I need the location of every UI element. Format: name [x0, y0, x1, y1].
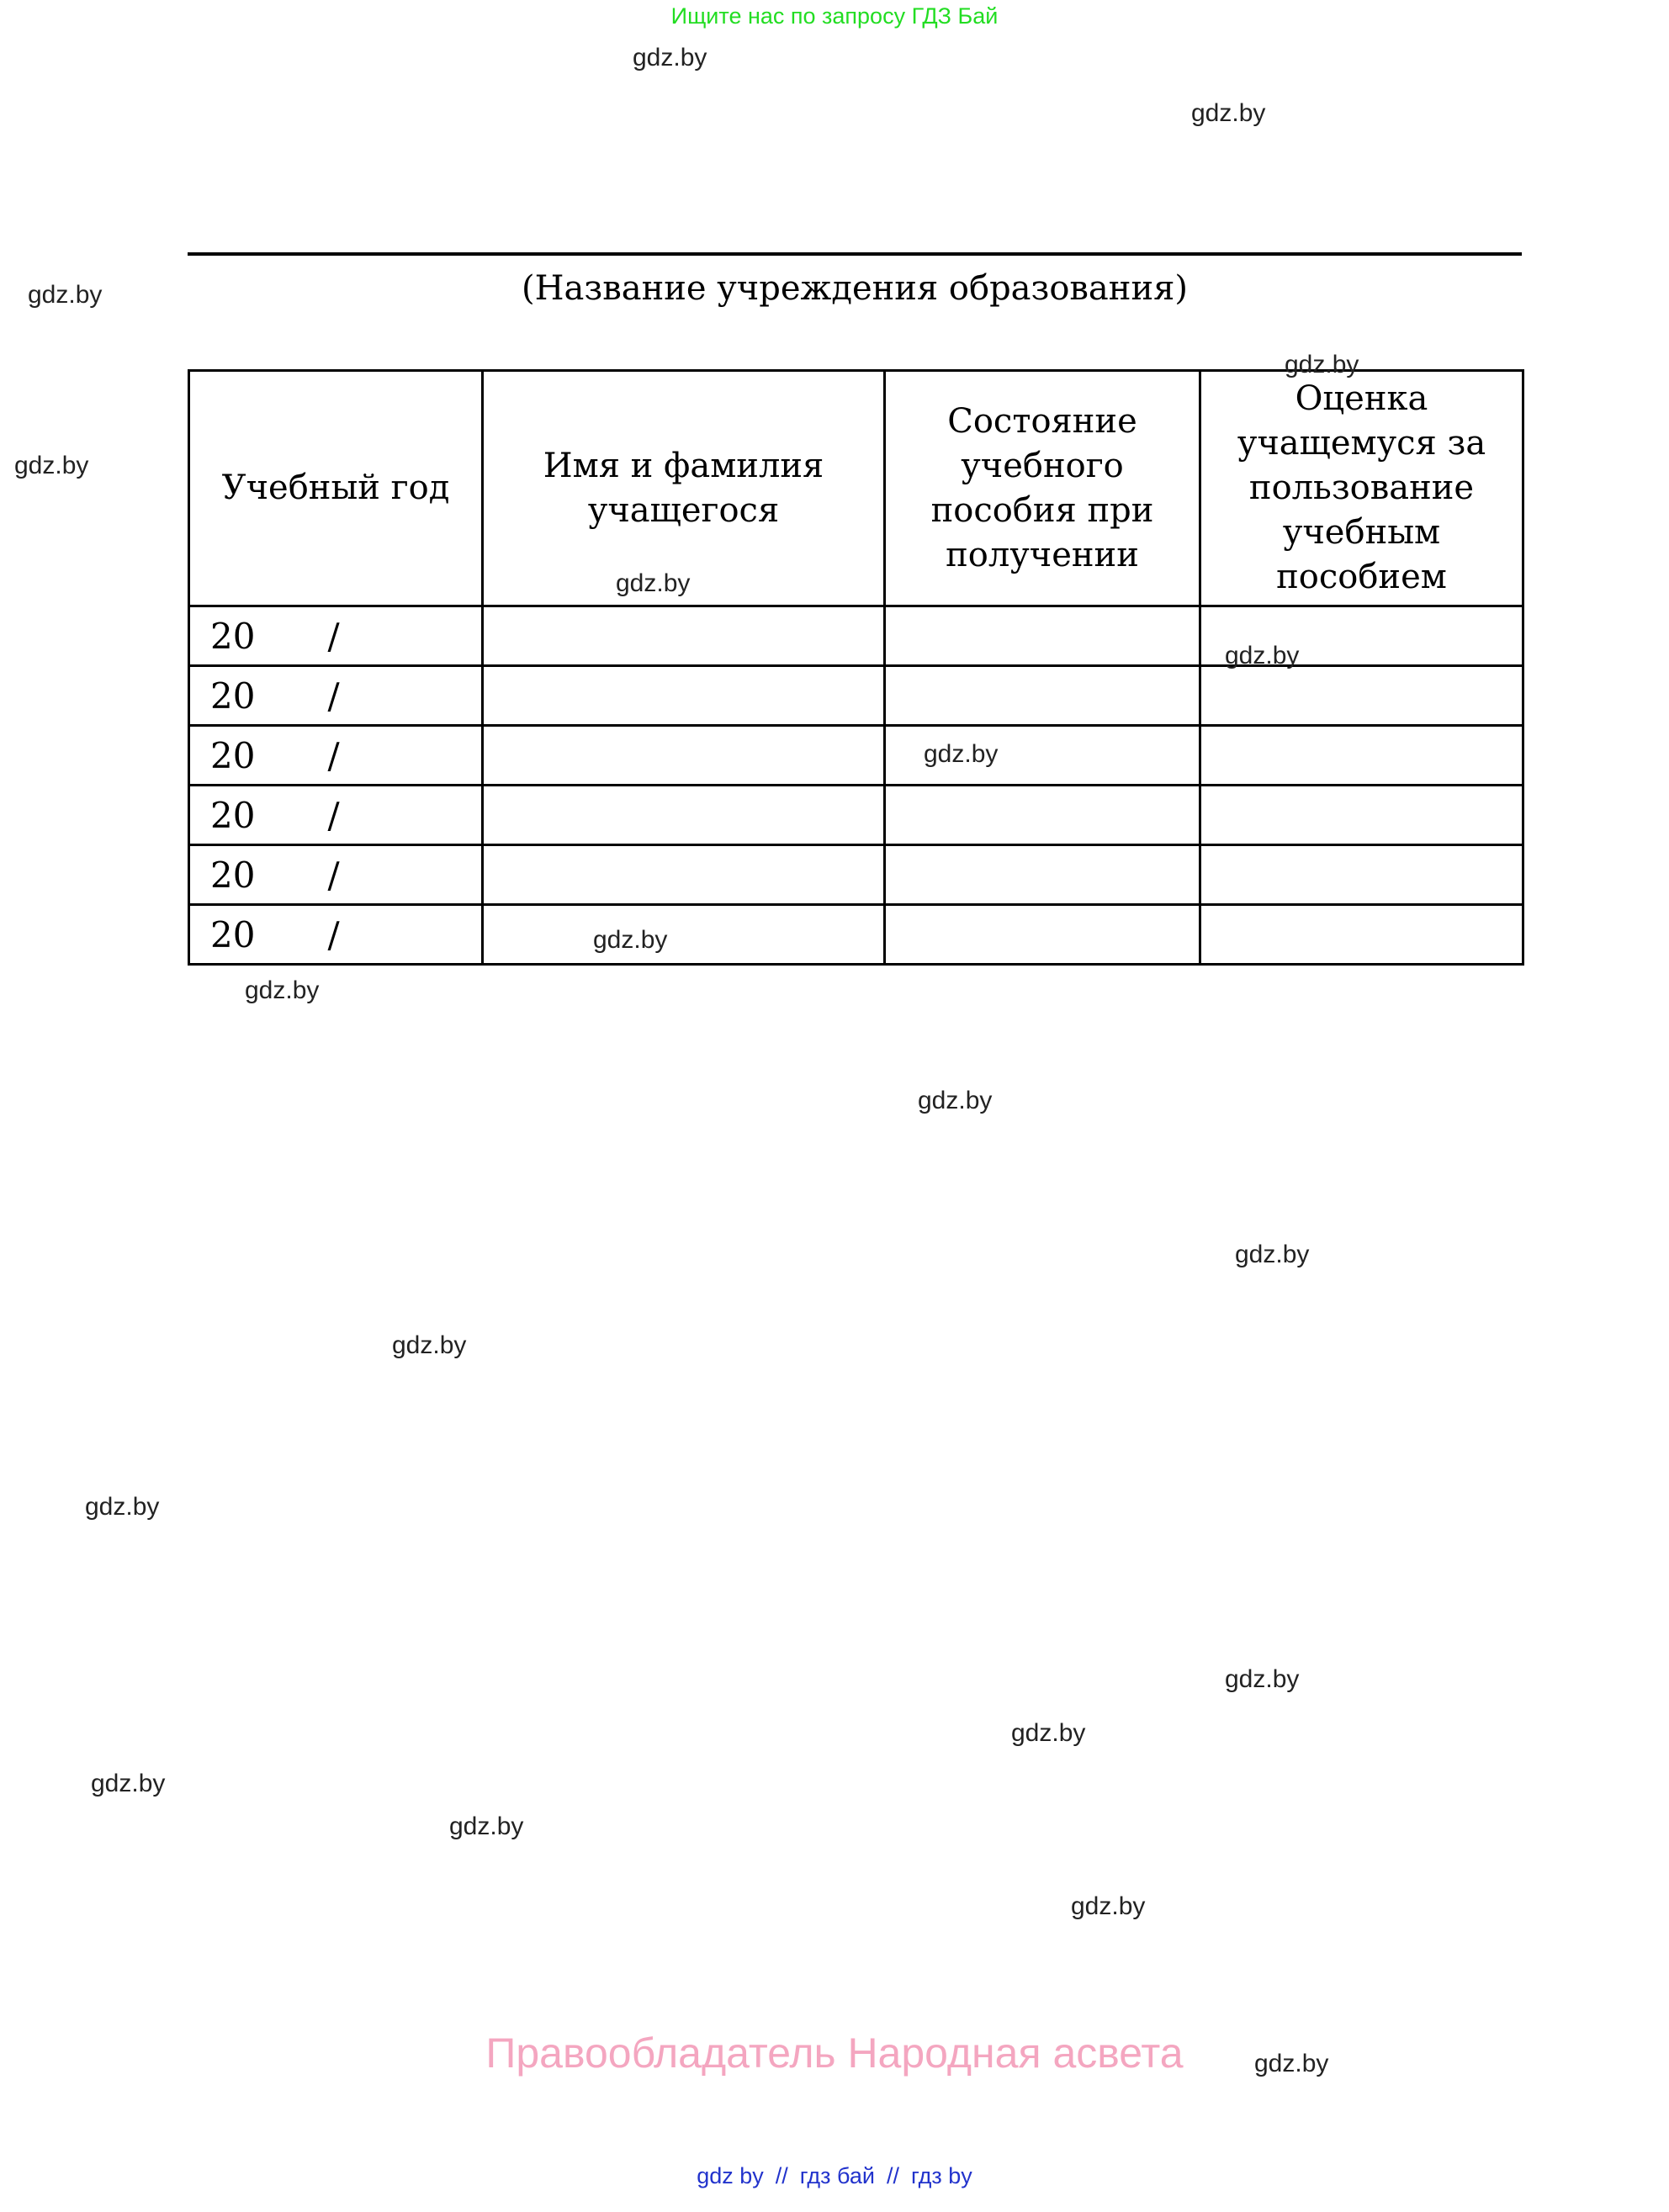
watermark: gdz.by [1011, 1719, 1086, 1747]
year-slash: / [327, 615, 340, 657]
header-condition-text: Состояние учебного пособия при получении [930, 401, 1154, 574]
grade-cell[interactable] [1200, 726, 1523, 786]
footer-link-gdz-by[interactable]: gdz by [697, 2163, 764, 2188]
table-row [189, 666, 1523, 726]
table-row [189, 786, 1523, 845]
table-header-row [189, 371, 1523, 606]
watermark: gdz.by [616, 569, 691, 597]
watermark: gdz.by [245, 976, 320, 1004]
watermark: gdz.by [1285, 351, 1359, 378]
year-prefix: 20 [210, 675, 256, 717]
watermark: gdz.by [1254, 2050, 1329, 2077]
table-row [189, 606, 1523, 666]
year-cell [189, 786, 483, 845]
rights-holder-notice: Правообладатель Народная асвета [485, 2029, 1184, 2077]
grade-cell[interactable] [1200, 845, 1523, 905]
watermark: gdz.by [392, 1331, 467, 1359]
year-prefix: 20 [210, 615, 256, 657]
header-student-name-text: Имя и фамилия учащегося [543, 446, 824, 530]
grade-cell[interactable] [1200, 786, 1523, 845]
footer-separator: // [886, 2163, 899, 2188]
watermark: gdz.by [918, 1087, 993, 1114]
student-name-cell[interactable] [483, 845, 885, 905]
condition-cell[interactable] [885, 905, 1200, 965]
condition-cell[interactable] [885, 666, 1200, 726]
year-prefix: 20 [210, 854, 256, 896]
institution-caption: (Название учреждения образования) [522, 269, 1188, 308]
year-cell [189, 666, 483, 726]
year-slash: / [327, 675, 340, 717]
watermark: gdz.by [28, 281, 103, 309]
watermark: gdz.by [593, 926, 668, 954]
student-name-cell[interactable] [483, 726, 885, 786]
year-prefix: 20 [210, 913, 256, 955]
grade-cell[interactable] [1200, 905, 1523, 965]
student-name-cell[interactable] [483, 606, 885, 666]
year-cell [189, 606, 483, 666]
watermark: gdz.by [633, 44, 707, 71]
year-slash: / [327, 854, 340, 896]
year-slash: / [327, 734, 340, 776]
watermark: gdz.by [14, 452, 89, 479]
watermark: gdz.by [1071, 1892, 1146, 1920]
watermark: gdz.by [1225, 1665, 1300, 1693]
table-row [189, 726, 1523, 786]
year-cell [189, 726, 483, 786]
condition-cell[interactable] [885, 606, 1200, 666]
year-cell [189, 905, 483, 965]
year-slash: / [327, 913, 340, 955]
year-cell [189, 845, 483, 905]
header-grade [1200, 371, 1523, 606]
condition-cell[interactable] [885, 786, 1200, 845]
watermark: gdz.by [91, 1770, 166, 1797]
year-slash: / [327, 794, 340, 836]
table-row [189, 845, 1523, 905]
footer-links [0, 2163, 1669, 2189]
year-prefix: 20 [210, 794, 256, 836]
table-row [189, 905, 1523, 965]
grade-cell[interactable] [1200, 666, 1523, 726]
student-name-cell[interactable] [483, 905, 885, 965]
student-name-cell[interactable] [483, 786, 885, 845]
header-condition [885, 371, 1200, 606]
textbook-usage-table [188, 369, 1524, 966]
year-prefix: 20 [210, 734, 256, 776]
footer-link-gdz-by-cyr[interactable]: гдз by [911, 2163, 972, 2188]
institution-name-line [188, 252, 1522, 256]
watermark: gdz.by [449, 1812, 524, 1840]
search-banner[interactable]: Ищите нас по запросу ГДЗ Бай [670, 3, 999, 29]
header-school-year: Учебный год [189, 371, 483, 606]
watermark: gdz.by [1225, 642, 1300, 669]
watermark: gdz.by [1235, 1241, 1310, 1268]
watermark: gdz.by [85, 1493, 160, 1521]
condition-cell[interactable] [885, 845, 1200, 905]
header-grade-text: Оценка учащемуся за пользование учебным пособием [1237, 379, 1486, 596]
student-name-cell[interactable] [483, 666, 885, 726]
footer-link-gdz-bai[interactable]: гдз бай [799, 2163, 875, 2188]
footer-separator: // [775, 2163, 788, 2188]
watermark: gdz.by [1191, 99, 1266, 127]
watermark: gdz.by [924, 740, 999, 768]
